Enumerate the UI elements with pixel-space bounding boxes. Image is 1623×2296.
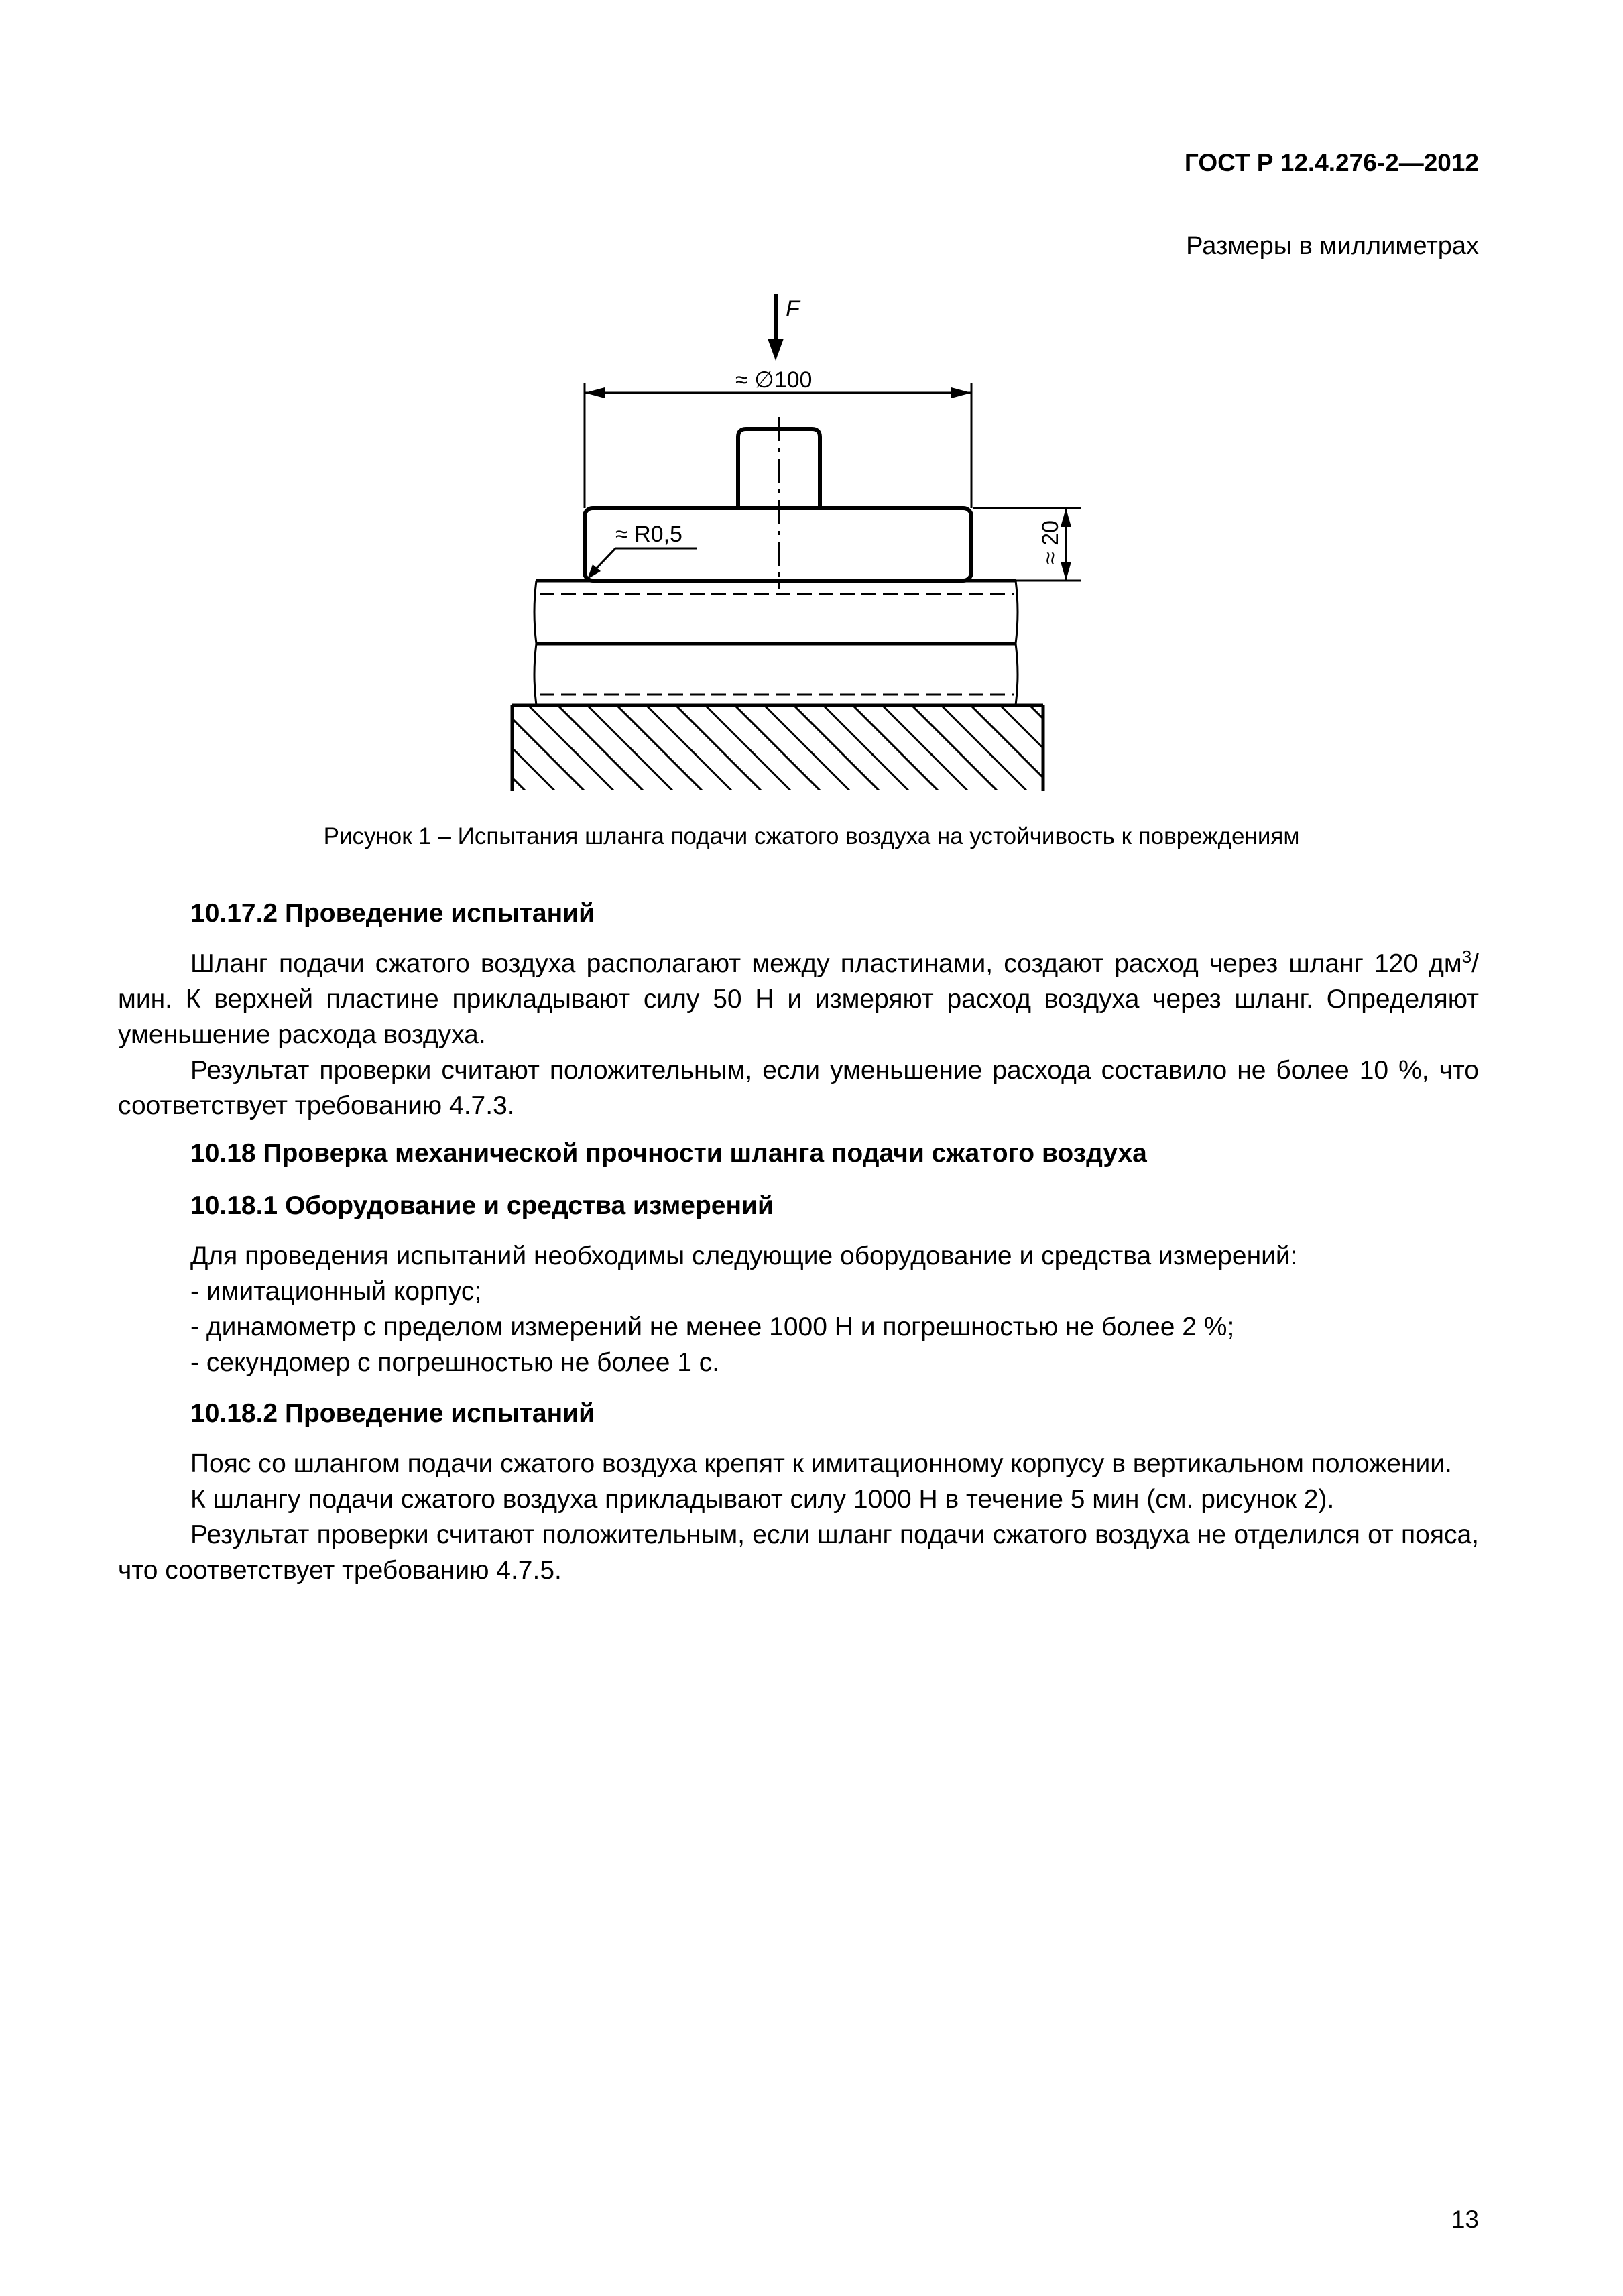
list-item: - имитационный корпус; xyxy=(190,1277,482,1306)
section-10-18 xyxy=(118,1136,1479,1171)
paragraph: Результат проверки считают положительным, если шланг подачи сжатого воздуха не отделился от пояса, что соответствует требованию 4.7.5. xyxy=(118,1520,1479,1585)
section-heading: 10.18.1 Оборудование и средства измерений xyxy=(190,1191,774,1220)
units-note: Размеры в миллиметрах xyxy=(1186,232,1479,260)
list-item: - динамометр с пределом измерений не менее 1000 Н и погрешностью не более 2 %; xyxy=(190,1313,1235,1341)
diameter-dimension xyxy=(585,383,971,508)
force-arrow xyxy=(768,294,784,361)
paragraph: Для проведения испытаний необходимы следующие оборудование и средства измерений: xyxy=(190,1242,1298,1270)
section-heading: 10.18 Проверка механической прочности шланга подачи сжатого воздуха xyxy=(190,1139,1147,1168)
list-item: - секундомер с погрешностью не более 1 с. xyxy=(190,1348,720,1377)
figure-caption: Рисунок 1 – Испытания шланга подачи сжатого воздуха на устойчивость к повреждениям xyxy=(323,823,1300,849)
figure-1-drawing xyxy=(0,0,1623,804)
page-number: 13 xyxy=(1451,2206,1479,2233)
base-support xyxy=(512,705,1043,791)
section-10-18-1 xyxy=(118,1188,1479,1380)
document-code: ГОСТ Р 12.4.276-2—2012 xyxy=(1184,149,1479,176)
radius-label: ≈ R0,5 xyxy=(615,522,682,547)
paragraph: Результат проверки считают положительным, если уменьшение расхода составило не более 10 %, что соответствует требованию 4.7.3. xyxy=(118,1056,1479,1120)
paragraph: Пояс со шлангом подачи сжатого воздуха крепят к имитационному корпусу в вертикальном положении. xyxy=(190,1449,1452,1478)
hose xyxy=(534,581,1018,705)
section-10-18-2 xyxy=(118,1396,1479,1588)
force-label: F xyxy=(786,296,800,322)
section-heading: 10.17.2 Проведение испытаний xyxy=(190,899,595,928)
paragraph: Шланг подачи сжатого воздуха располагают между пластинами, создают расход через шланг 120 $дм^3$/мин. К верхней пластине прикладывают силу 50 Н и измеряют расход воздуха через шланг. Определяют уменьшение расхода воздуха. xyxy=(118,947,1479,1049)
paragraph: К шлангу подачи сжатого воздуха прикладывают силу 1000 Н в течение 5 мин (см. рисунок 2). xyxy=(190,1485,1335,1514)
diameter-label: ≈ ∅100 xyxy=(735,367,813,393)
height-label: ≈ 20 xyxy=(1038,520,1063,564)
height-dimension xyxy=(973,508,1081,581)
section-10-17-2 xyxy=(118,896,1479,1124)
section-heading: 10.18.2 Проведение испытаний xyxy=(190,1399,595,1428)
